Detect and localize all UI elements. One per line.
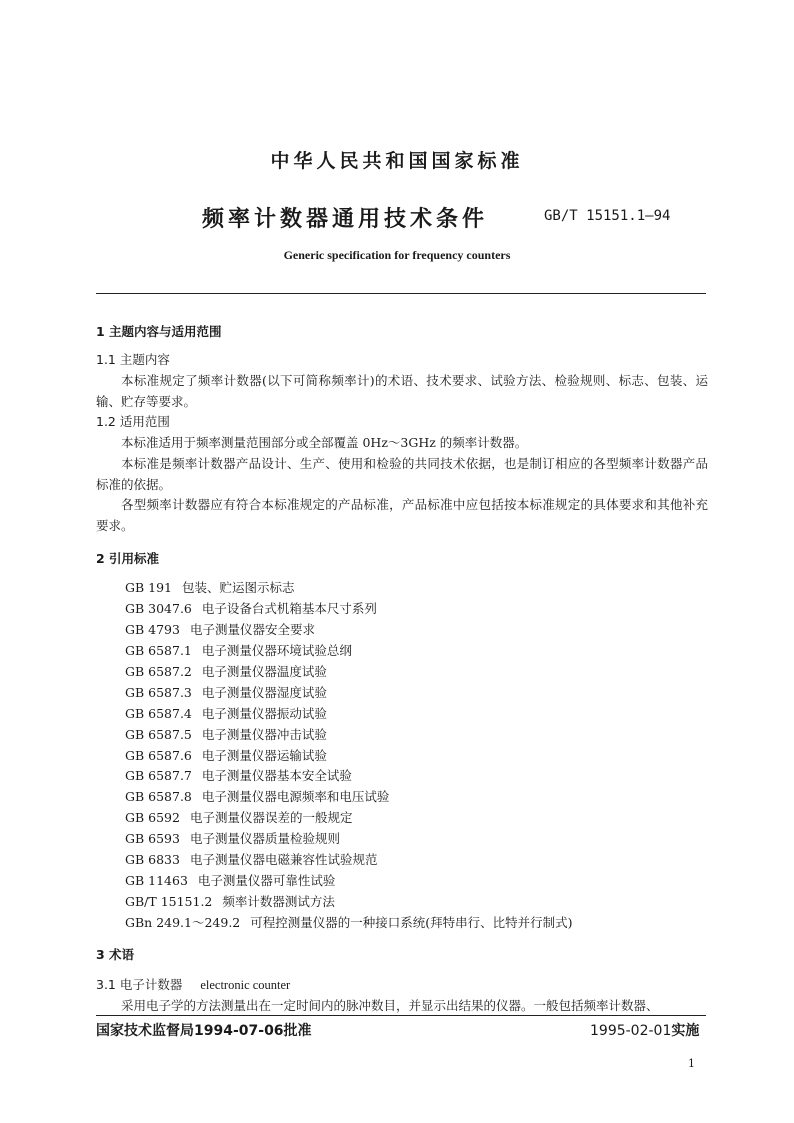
reference-code: GB 4793 xyxy=(125,621,180,637)
reference-title: 电子测量仪器质量检验规则 xyxy=(189,831,340,847)
reference-title: 电子测量仪器安全要求 xyxy=(189,621,315,637)
reference-item xyxy=(125,620,573,641)
reference-item xyxy=(125,892,573,913)
section-1-2-para-1: 本标准适用于频率测量范围部分或全部覆盖 0Hz～3GHz 的频率计数器。 xyxy=(121,435,528,450)
reference-code: GB 6833 xyxy=(125,852,180,868)
reference-list xyxy=(125,578,573,934)
reference-code: GB 6587.1 xyxy=(125,642,192,658)
reference-code: GB 6587.2 xyxy=(125,663,192,679)
term-english: electronic counter xyxy=(200,978,291,992)
section-3-1-text: 采用电子学的方法测量出在一定时间内的脉冲数目，并显示出结果的仪器。一般包括频率计数器、 xyxy=(121,998,659,1013)
reference-item xyxy=(125,578,573,599)
reference-title: 可程控测量仪器的一种接口系统(拜特串行、比特并行制式) xyxy=(250,915,573,930)
reference-title: 电子测量仪器电磁兼容性试验规范 xyxy=(189,852,378,868)
header-divider xyxy=(96,293,706,294)
reference-item xyxy=(125,662,573,683)
section-1-2-para-3: 各型频率计数器应有符合本标准规定的产品标准，产品标准中应包括按本标准规定的具体要求和其他补充要求。 xyxy=(96,497,708,533)
approval-line: 国家技术监督局1994-07-06批准 xyxy=(96,1023,312,1039)
reference-code: GB 6587.3 xyxy=(125,684,192,700)
reference-item xyxy=(125,871,573,892)
section-3-1-heading xyxy=(96,975,290,993)
reference-title: 电子测量仪器可靠性试验 xyxy=(197,873,336,889)
footer-divider xyxy=(96,1015,706,1016)
effective-label: 实施 xyxy=(671,1023,700,1039)
reference-code: GB 6587.8 xyxy=(125,789,192,805)
reference-item xyxy=(125,808,573,829)
reference-item xyxy=(125,787,573,808)
reference-item xyxy=(125,683,573,704)
reference-code: GB 6593 xyxy=(125,831,180,847)
effective-date: 1995-02-01 xyxy=(590,1023,672,1039)
reference-item xyxy=(125,850,573,871)
reference-code: GB 6587.5 xyxy=(125,726,192,742)
standard-code: GB/T 15151.1—94 xyxy=(544,208,671,224)
section-1-2-para-2: 本标准是频率计数器产品设计、生产、使用和检验的共同技术依据，也是制订相应的各型频率计数器产品标准的依据。 xyxy=(96,456,708,492)
reference-item xyxy=(125,704,573,725)
document-title: 频率计数器通用技术条件 xyxy=(202,207,489,232)
reference-title: 电子测量仪器冲击试验 xyxy=(201,726,327,742)
reference-item xyxy=(125,766,573,787)
english-title: Generic specification for frequency counters xyxy=(283,248,511,262)
reference-item xyxy=(125,599,573,620)
reference-code: GB 6587.6 xyxy=(125,747,192,763)
effective-line xyxy=(590,1020,699,1040)
reference-title: 电子测量仪器基本安全试验 xyxy=(201,768,352,784)
reference-title: 电子测量仪器湿度试验 xyxy=(201,684,327,700)
reference-code: GB 3047.6 xyxy=(125,600,192,616)
reference-title: 包装、贮运图示标志 xyxy=(182,580,295,595)
page-number: 1 xyxy=(688,1057,695,1070)
reference-title: 电子测量仪器振动试验 xyxy=(201,705,327,721)
reference-title: 电子测量仪器误差的一般规定 xyxy=(189,810,353,826)
reference-code: GB/T 15151.2 xyxy=(125,894,213,910)
section-2-heading: 2 引用标准 xyxy=(96,551,160,566)
reference-item xyxy=(125,746,573,767)
reference-code: GB 191 xyxy=(125,580,173,595)
reference-item xyxy=(125,829,573,850)
reference-title: 电子设备台式机箱基本尺寸系列 xyxy=(201,600,377,616)
reference-title: 电子测量仪器运输试验 xyxy=(201,747,327,763)
reference-title: 频率计数器测试方法 xyxy=(222,894,335,910)
section-1-heading: 1 主题内容与适用范围 xyxy=(96,324,222,339)
section-1-1-text: 本标准规定了频率计数器(以下可简称频率计)的术语、技术要求、试验方法、检验规则、标志、包装、运输、贮存等要求。 xyxy=(96,373,708,409)
reference-title: 电子测量仪器环境试验总纲 xyxy=(201,642,352,658)
reference-item xyxy=(125,641,573,662)
reference-title: 电子测量仪器电源频率和电压试验 xyxy=(201,789,390,805)
reference-title: 电子测量仪器温度试验 xyxy=(201,663,327,679)
section-1-2-heading: 1.2 适用范围 xyxy=(96,414,170,429)
section-1-1-heading: 1.1 主题内容 xyxy=(96,352,170,367)
reference-code: GB 6592 xyxy=(125,810,180,826)
reference-item xyxy=(125,913,573,934)
reference-code: GBn 249.1～249.2 xyxy=(125,915,241,930)
reference-item xyxy=(125,725,573,746)
section-3-heading: 3 术语 xyxy=(96,947,135,962)
reference-code: GB 11463 xyxy=(125,873,188,889)
term-chinese: 3.1 电子计数器 xyxy=(96,977,183,992)
national-standard-header: 中华人民共和国国家标准 xyxy=(270,150,524,172)
reference-code: GB 6587.7 xyxy=(125,768,192,784)
reference-code: GB 6587.4 xyxy=(125,705,192,721)
